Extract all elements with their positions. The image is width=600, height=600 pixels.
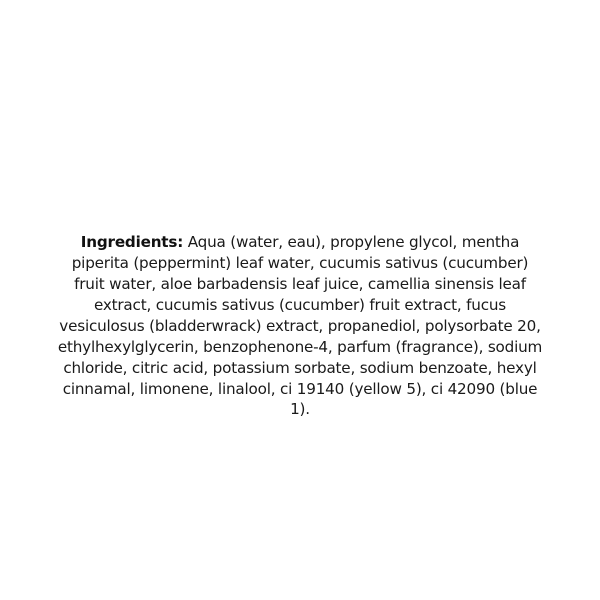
ingredients-paragraph [55, 232, 545, 420]
ingredients-heading: Ingredients: [80, 233, 184, 252]
ingredients-list: Aqua (water, eau), propylene glycol, mentha piperita (peppermint) leaf water, cucumis sativus (cucumber) fruit water, aloe barbadensis leaf juice, camellia sinensis leaf extract, cucumis sativus (cucumber) fruit extract, fucus vesiculosus (bladderwrack) extract, propanediol, polysorbate 20, ethylhexylglycerin, benzophenone-4, parfum (fragrance), sodium chloride, citric acid, potassium sorbate, sodium benzoate, hexyl cinnamal, limonene, linalool, ci 19140 (yellow 5), ci 42090 (blue 1). [57, 233, 543, 419]
